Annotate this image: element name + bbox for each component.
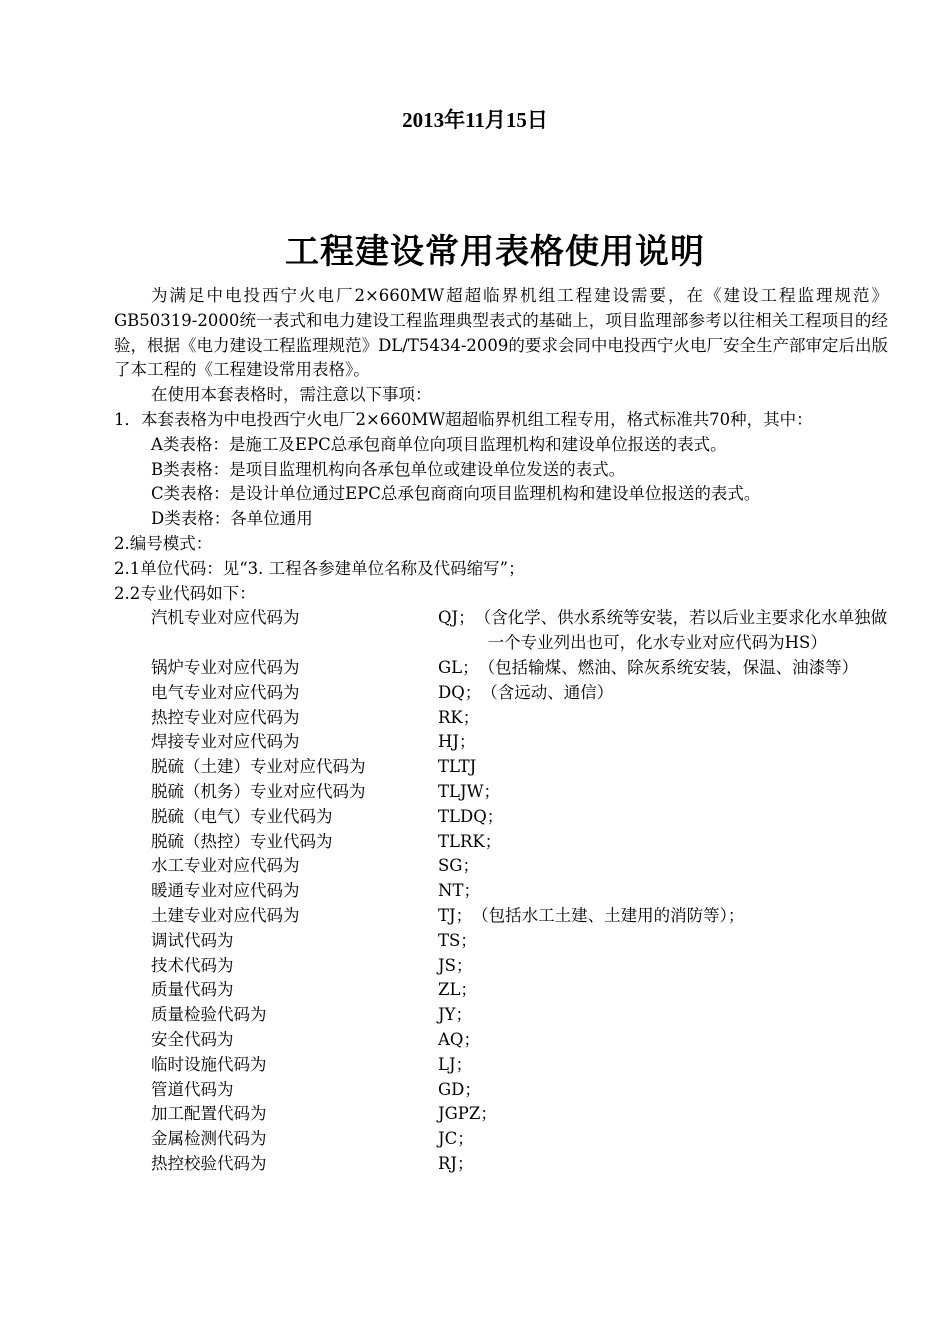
code-row-gl [114, 656, 888, 681]
code-label: 暖通专业对应代码为 [151, 881, 300, 901]
code-label: 水工专业对应代码为 [151, 856, 300, 876]
code-label: 金属检测代码为 [151, 1129, 267, 1149]
code-label: 热控专业对应代码为 [151, 707, 300, 727]
item-2-2: 2.2专业代码如下： [114, 583, 256, 603]
code-row-zl [114, 978, 888, 1003]
code-value: ZL； [438, 980, 477, 1000]
code-label: 土建专业对应代码为 [151, 905, 300, 925]
code-row-rj [114, 1152, 888, 1177]
code-note: （包括输煤、燃油、除灰系统安装，保温、油漆等） [478, 657, 859, 677]
code-row-jc [114, 1127, 888, 1152]
code-value: TLTJ [438, 757, 477, 777]
code-row-gd [114, 1078, 888, 1103]
code-label: 质量代码为 [151, 980, 234, 1000]
code-value: TLJW； [438, 781, 501, 801]
code-label: 锅炉专业对应代码为 [151, 657, 300, 677]
code-row-aq [114, 1028, 888, 1053]
item-1: 1．本套表格为中电投西宁火电厂2×660MW超超临界机组工程专用，格式标准共70种，其中： [114, 409, 813, 429]
code-value: LJ； [438, 1054, 473, 1074]
code-row-js [114, 954, 888, 979]
code-value: SG； [438, 856, 479, 876]
code-row-tljw [114, 780, 888, 805]
code-value: NT； [438, 881, 480, 901]
code-value: TJ； [438, 905, 473, 925]
form-type-c: C类表格：是设计单位通过EPC总承包商商向项目监理机构和建设单位报送的表式。 [151, 484, 761, 504]
code-value: JC； [438, 1129, 474, 1149]
document-body [114, 284, 888, 1177]
form-type-a: A类表格：是施工及EPC总承包商单位向项目监理机构和建设单位报送的表式。 [151, 434, 727, 454]
item-2-1: 2.1单位代码：见“3. 工程各参建单位名称及代码缩写”； [114, 558, 525, 578]
code-row-lj [114, 1053, 888, 1078]
document-date: 2013年11月15日 [402, 108, 548, 132]
code-note: （包括水工土建、土建用的消防等）； [472, 905, 745, 925]
intro-paragraph: 为满足中电投西宁火电厂2×660MW超超临界机组工程建设需要，在《建设工程监理规范》GB50319-2000统一表式和电力建设工程监理典型表式的基础上，项目监理部参考以往相关工程项目的经验，根据《电力建设工程监理规范》DL/T5434-2009的要求会同中电投西宁火电厂安全生产部审定后出版了本工程的《工程建设常用表格》。 [114, 286, 888, 380]
code-label: 电气专业对应代码为 [151, 682, 300, 702]
form-type-b: B类表格：是项目监理机构向各承包单位或建设单位发送的表式。 [151, 459, 626, 479]
code-label: 技术代码为 [151, 955, 234, 975]
code-label: 焊接专业对应代码为 [151, 732, 300, 752]
code-label: 加工配置代码为 [151, 1104, 267, 1124]
code-value: GD； [438, 1079, 481, 1099]
code-row-sg [114, 854, 888, 879]
code-value: JGPZ； [438, 1104, 497, 1124]
code-label: 汽机专业对应代码为 [151, 608, 300, 628]
code-note: （含化学、供水系统等安装，若以后业主要求化水单独做一个专业列出也可，化水专业对应代码为HS） [474, 608, 888, 653]
code-row-ts [114, 929, 888, 954]
code-label: 脱硫（机务）专业对应代码为 [151, 781, 366, 801]
code-value: RK； [438, 707, 480, 727]
code-value: GL； [438, 657, 479, 677]
code-value: TS； [438, 930, 477, 950]
code-value: RJ； [438, 1153, 474, 1173]
code-row-tj [114, 904, 888, 929]
code-row-rk [114, 706, 888, 731]
code-label: 热控校验代码为 [151, 1153, 267, 1173]
code-row-tlrk [114, 830, 888, 855]
code-label: 安全代码为 [151, 1029, 234, 1049]
code-label: 管道代码为 [151, 1079, 234, 1099]
code-row-jy [114, 1003, 888, 1028]
code-value: TLDQ； [438, 806, 504, 826]
code-value: JS； [438, 955, 473, 975]
code-label: 脱硫（电气）专业代码为 [151, 806, 333, 826]
code-value: HJ； [438, 732, 476, 752]
code-value: AQ； [438, 1029, 480, 1049]
code-row-tldq [114, 805, 888, 830]
code-value: JY； [438, 1005, 473, 1025]
code-label: 质量检验代码为 [151, 1005, 267, 1025]
code-row-hj [114, 730, 888, 755]
code-note: （含远动、通信） [481, 682, 614, 702]
code-label: 调试代码为 [151, 930, 234, 950]
code-row-dq [114, 681, 888, 706]
code-row-tltj [114, 755, 888, 780]
code-value: QJ； [438, 608, 475, 628]
code-row-nt [114, 879, 888, 904]
code-value: TLRK； [438, 831, 502, 851]
form-type-d: D类表格：各单位通用 [151, 509, 313, 529]
item-2: 2.编号模式： [114, 533, 213, 553]
code-row-jgpz [114, 1102, 888, 1127]
code-label: 脱硫（热控）专业代码为 [151, 831, 333, 851]
notice-line: 在使用本套表格时，需注意以下事项： [151, 385, 432, 405]
code-row-qj [114, 606, 888, 656]
code-value: DQ； [438, 682, 482, 702]
document-title: 工程建设常用表格使用说明 [285, 232, 705, 272]
code-label: 临时设施代码为 [151, 1054, 267, 1074]
code-label: 脱硫（土建）专业对应代码为 [151, 757, 366, 777]
